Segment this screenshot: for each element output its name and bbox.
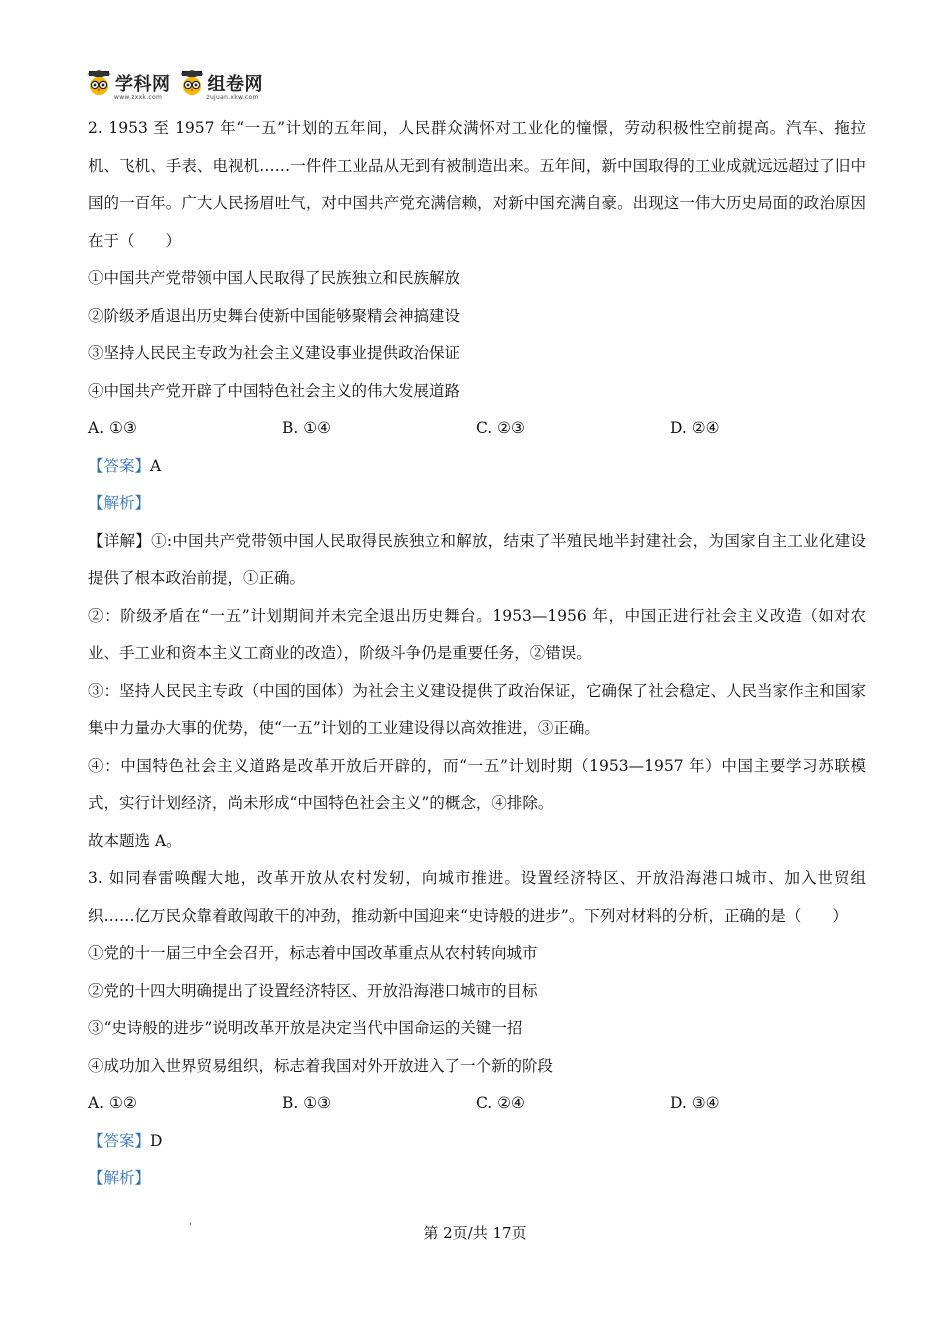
question-2-answer xyxy=(88,448,866,486)
zujuanwang-logo[interactable] xyxy=(179,70,264,101)
question-2-detail: ②：阶级矛盾在“一五”计划期间并未完全退出历史舞台。1953—1956 年，中国正进行社会主义改造（如对农业、手工业和资本主义工商业的改造），阶级斗争仍是重要任务，②错误。 xyxy=(88,606,866,662)
detail-tag: 【详解】 xyxy=(88,531,152,550)
detail-text: ①:中国共产党带领中国人民取得民族独立和解放，结束了半殖民地半封建社会，为国家自主工业化建设提供了根本政治前提，①正确。 xyxy=(88,531,866,587)
question-2-item: ②阶级矛盾退出历史舞台使新中国能够聚精会神搞建设 xyxy=(88,306,461,325)
question-3-analysis-heading xyxy=(88,1160,866,1198)
question-2-stem: 2. 1953 至 1957 年“一五”计划的五年间，人民群众满怀对工业化的憧憬，劳动积极性空前提高。汽车、拖拉机、飞机、手表、电视机……一件件工业品从无到有被制造出来。五年间，新中国取得的工业成就远远超过了旧中国的一百年。广大人民扬眉吐气，对中国共产党充满信赖，对新中国充满自豪。出现这一伟大历史局面的政治原因在于（ ） xyxy=(88,119,866,250)
answer-value: D xyxy=(150,1131,163,1150)
logo-url: www.zxxk.com xyxy=(114,94,163,101)
logo-url: zujuan.xkw.com xyxy=(206,94,259,101)
analysis-tag: 【解析】 xyxy=(88,494,151,512)
option-b: B. ①④ xyxy=(282,419,332,437)
question-2-item: ④中国共产党开辟了中国特色社会主义的伟大发展道路 xyxy=(88,381,461,400)
answer-tag: 【答案】 xyxy=(88,456,151,475)
option-a: A. ①② xyxy=(88,1094,137,1112)
header-logos xyxy=(86,70,263,101)
question-3-options xyxy=(88,1085,866,1123)
analysis-tag: 【解析】 xyxy=(88,1169,151,1187)
question-2-options xyxy=(88,410,866,448)
stray-mark: ' xyxy=(189,1222,192,1233)
question-2-detail: ③：坚持人民民主专政（中国的国体）为社会主义建设提供了政治保证，它确保了社会稳定、人民当家作主和国家集中力量办大事的优势，使“一五”计划的工业建设得以高效推进，③正确。 xyxy=(88,681,866,737)
owl-mascot-icon xyxy=(86,70,112,96)
logo-name: 学科网 xyxy=(115,74,171,95)
question-2-conclusion: 故本题选 A。 xyxy=(88,831,182,850)
option-d: D. ③④ xyxy=(670,1094,720,1112)
question-2-item: ①中国共产党带领中国人民取得了民族独立和民族解放 xyxy=(88,269,461,287)
question-3-item: ①党的十一届三中全会召开，标志着中国改革重点从农村转向城市 xyxy=(88,944,538,962)
question-2-item: ③坚持人民民主专政为社会主义建设事业提供政治保证 xyxy=(88,344,461,362)
xuekewang-logo[interactable] xyxy=(86,70,171,101)
question-2-detail: ④：中国特色社会主义道路是改革开放后开辟的，而“一五”计划时期（1953—1957 年）中国主要学习苏联模式，实行计划经济，尚未形成“中国特色社会主义”的概念，④排除。 xyxy=(88,756,866,812)
option-c: C. ②③ xyxy=(476,419,525,437)
document-body xyxy=(88,110,866,1198)
owl-mascot-icon xyxy=(179,70,205,96)
page-footer: 第 2页/共 17页 xyxy=(423,1224,527,1242)
question-3-item: ④成功加入世界贸易组织，标志着我国对外开放进入了一个新的阶段 xyxy=(88,1056,554,1075)
question-3-item: ②党的十四大明确提出了设置经济特区、开放沿海港口城市的目标 xyxy=(88,981,538,1000)
option-d: D. ②④ xyxy=(670,419,720,437)
answer-value: A xyxy=(150,456,162,475)
answer-tag: 【答案】 xyxy=(88,1131,151,1150)
option-a: A. ①③ xyxy=(88,419,137,437)
question-2-detail xyxy=(88,523,866,598)
option-b: B. ①③ xyxy=(282,1094,332,1112)
question-2-analysis-heading xyxy=(88,485,866,523)
question-3-item: ③“史诗般的进步”说明改革开放是决定当代中国命运的关键一招 xyxy=(88,1019,523,1037)
option-c: C. ②④ xyxy=(476,1094,525,1112)
question-3-stem: 3. 如同春雷唤醒大地，改革开放从农村发轫，向城市推进。设置经济特区、开放沿海港口城市、加入世贸组织……亿万民众靠着敢闯敢干的冲劲，推动新中国迎来“史诗般的进步”。下列对材料的分析，正确的是（ ） xyxy=(88,869,866,925)
question-3-answer xyxy=(88,1123,866,1161)
logo-name: 组卷网 xyxy=(207,74,263,95)
